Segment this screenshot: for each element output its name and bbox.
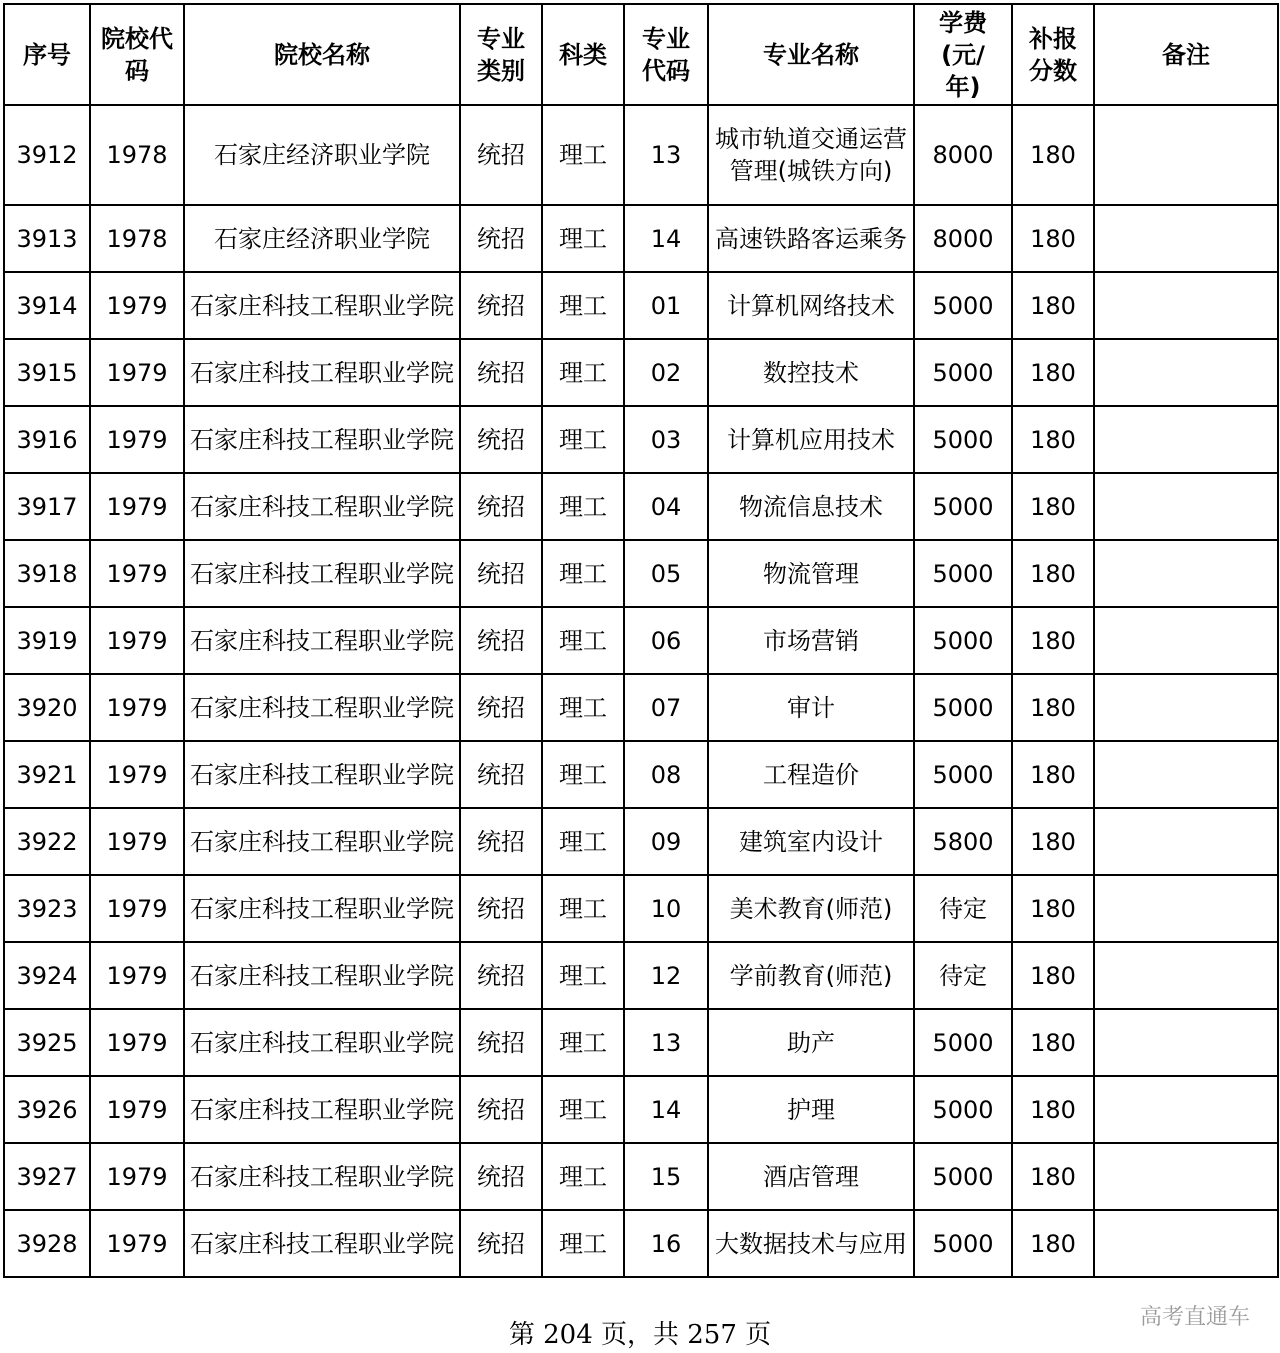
table-row — [4, 741, 1278, 808]
cell-category: 理工 — [542, 1143, 624, 1210]
header-remark: 备注 — [1094, 4, 1278, 105]
cell-major-type: 统招 — [460, 808, 542, 875]
cell-major-name: 酒店管理 — [708, 1143, 914, 1210]
header-row — [4, 4, 1278, 105]
cell-remark — [1094, 1210, 1278, 1277]
cell-school-code: 1979 — [90, 808, 184, 875]
cell-remark — [1094, 406, 1278, 473]
cell-major-code: 01 — [624, 272, 708, 339]
cell-major-code: 08 — [624, 741, 708, 808]
cell-major-type: 统招 — [460, 942, 542, 1009]
cell-score: 180 — [1012, 406, 1094, 473]
cell-major-name: 物流信息技术 — [708, 473, 914, 540]
cell-category: 理工 — [542, 205, 624, 272]
cell-school-code: 1979 — [90, 540, 184, 607]
cell-seq: 3918 — [4, 540, 90, 607]
cell-remark — [1094, 942, 1278, 1009]
cell-seq: 3917 — [4, 473, 90, 540]
cell-tuition: 5000 — [914, 339, 1012, 406]
cell-major-name: 护理 — [708, 1076, 914, 1143]
cell-category: 理工 — [542, 272, 624, 339]
cell-major-name: 市场营销 — [708, 607, 914, 674]
cell-major-type: 统招 — [460, 272, 542, 339]
watermark: 高考直通车 — [1139, 1305, 1250, 1330]
cell-score: 180 — [1012, 339, 1094, 406]
table-row — [4, 473, 1278, 540]
cell-major-code: 16 — [624, 1210, 708, 1277]
cell-major-code: 13 — [624, 105, 708, 205]
cell-seq: 3913 — [4, 205, 90, 272]
cell-school-code: 1979 — [90, 272, 184, 339]
cell-seq: 3916 — [4, 406, 90, 473]
cell-remark — [1094, 105, 1278, 205]
cell-score: 180 — [1012, 741, 1094, 808]
cell-major-code: 05 — [624, 540, 708, 607]
cell-major-code: 15 — [624, 1143, 708, 1210]
header-major-type: 专业 类别 — [460, 4, 542, 105]
table-row — [4, 205, 1278, 272]
cell-major-name: 工程造价 — [708, 741, 914, 808]
cell-school-code: 1979 — [90, 339, 184, 406]
cell-score: 180 — [1012, 540, 1094, 607]
table-row — [4, 105, 1278, 205]
cell-category: 理工 — [542, 473, 624, 540]
table-row — [4, 540, 1278, 607]
cell-tuition: 5000 — [914, 741, 1012, 808]
cell-category: 理工 — [542, 607, 624, 674]
cell-major-type: 统招 — [460, 875, 542, 942]
cell-seq: 3926 — [4, 1076, 90, 1143]
cell-school-code: 1979 — [90, 1076, 184, 1143]
cell-school-name: 石家庄科技工程职业学院 — [184, 1210, 460, 1277]
cell-remark — [1094, 473, 1278, 540]
cell-major-code: 07 — [624, 674, 708, 741]
cell-category: 理工 — [542, 875, 624, 942]
cell-category: 理工 — [542, 105, 624, 205]
cell-school-name: 石家庄科技工程职业学院 — [184, 406, 460, 473]
cell-school-name: 石家庄科技工程职业学院 — [184, 1143, 460, 1210]
cell-score: 180 — [1012, 1076, 1094, 1143]
cell-tuition: 待定 — [914, 875, 1012, 942]
cell-remark — [1094, 607, 1278, 674]
cell-school-name: 石家庄科技工程职业学院 — [184, 540, 460, 607]
table-row — [4, 674, 1278, 741]
cell-major-code: 06 — [624, 607, 708, 674]
cell-category: 理工 — [542, 1009, 624, 1076]
cell-remark — [1094, 339, 1278, 406]
cell-major-name: 高速铁路客运乘务 — [708, 205, 914, 272]
cell-remark — [1094, 674, 1278, 741]
cell-school-code: 1979 — [90, 406, 184, 473]
cell-major-code: 13 — [624, 1009, 708, 1076]
cell-score: 180 — [1012, 205, 1094, 272]
cell-school-code: 1978 — [90, 205, 184, 272]
cell-remark — [1094, 741, 1278, 808]
cell-seq: 3922 — [4, 808, 90, 875]
cell-seq: 3927 — [4, 1143, 90, 1210]
cell-score: 180 — [1012, 1210, 1094, 1277]
cell-seq: 3924 — [4, 942, 90, 1009]
cell-remark — [1094, 540, 1278, 607]
cell-school-name: 石家庄科技工程职业学院 — [184, 674, 460, 741]
cell-major-code: 14 — [624, 1076, 708, 1143]
cell-tuition: 5000 — [914, 1076, 1012, 1143]
table-row — [4, 1009, 1278, 1076]
cell-tuition: 5000 — [914, 473, 1012, 540]
header-school-code: 院校代 码 — [90, 4, 184, 105]
cell-category: 理工 — [542, 808, 624, 875]
cell-school-code: 1979 — [90, 1009, 184, 1076]
cell-seq: 3923 — [4, 875, 90, 942]
cell-remark — [1094, 1076, 1278, 1143]
table-row — [4, 1076, 1278, 1143]
cell-score: 180 — [1012, 272, 1094, 339]
cell-major-name: 数控技术 — [708, 339, 914, 406]
table-row — [4, 272, 1278, 339]
cell-school-name: 石家庄科技工程职业学院 — [184, 1009, 460, 1076]
cell-score: 180 — [1012, 1009, 1094, 1076]
cell-major-name: 城市轨道交通运营管理(城铁方向) — [708, 105, 914, 205]
cell-major-type: 统招 — [460, 1143, 542, 1210]
cell-seq: 3925 — [4, 1009, 90, 1076]
cell-major-type: 统招 — [460, 105, 542, 205]
cell-category: 理工 — [542, 741, 624, 808]
cell-major-type: 统招 — [460, 1210, 542, 1277]
header-score: 补报 分数 — [1012, 4, 1094, 105]
cell-seq: 3915 — [4, 339, 90, 406]
cell-school-name: 石家庄科技工程职业学院 — [184, 339, 460, 406]
header-seq: 序号 — [4, 4, 90, 105]
cell-remark — [1094, 808, 1278, 875]
cell-seq: 3928 — [4, 1210, 90, 1277]
cell-major-code: 14 — [624, 205, 708, 272]
cell-school-name: 石家庄经济职业学院 — [184, 205, 460, 272]
cell-school-name: 石家庄科技工程职业学院 — [184, 875, 460, 942]
cell-major-type: 统招 — [460, 607, 542, 674]
cell-score: 180 — [1012, 105, 1094, 205]
cell-school-code: 1979 — [90, 942, 184, 1009]
table-row — [4, 1143, 1278, 1210]
cell-major-type: 统招 — [460, 1009, 542, 1076]
cell-major-code: 03 — [624, 406, 708, 473]
cell-seq: 3919 — [4, 607, 90, 674]
cell-major-type: 统招 — [460, 1076, 542, 1143]
cell-major-code: 02 — [624, 339, 708, 406]
cell-major-name: 审计 — [708, 674, 914, 741]
table-row — [4, 339, 1278, 406]
cell-tuition: 5000 — [914, 1210, 1012, 1277]
cell-tuition: 待定 — [914, 942, 1012, 1009]
cell-score: 180 — [1012, 473, 1094, 540]
cell-remark — [1094, 1009, 1278, 1076]
cell-tuition: 5000 — [914, 607, 1012, 674]
cell-category: 理工 — [542, 1210, 624, 1277]
cell-school-code: 1979 — [90, 473, 184, 540]
cell-school-code: 1979 — [90, 741, 184, 808]
cell-tuition: 5000 — [914, 1009, 1012, 1076]
table-row — [4, 607, 1278, 674]
cell-seq: 3921 — [4, 741, 90, 808]
table-row — [4, 942, 1278, 1009]
cell-major-type: 统招 — [460, 205, 542, 272]
cell-major-type: 统招 — [460, 540, 542, 607]
cell-tuition: 5000 — [914, 406, 1012, 473]
cell-major-type: 统招 — [460, 741, 542, 808]
cell-school-name: 石家庄科技工程职业学院 — [184, 607, 460, 674]
cell-school-code: 1979 — [90, 607, 184, 674]
cell-remark — [1094, 1143, 1278, 1210]
cell-score: 180 — [1012, 607, 1094, 674]
cell-major-type: 统招 — [460, 406, 542, 473]
table-row — [4, 1210, 1278, 1277]
admission-table — [3, 3, 1279, 1278]
cell-major-name: 助产 — [708, 1009, 914, 1076]
cell-school-code: 1979 — [90, 674, 184, 741]
cell-major-code: 10 — [624, 875, 708, 942]
cell-score: 180 — [1012, 875, 1094, 942]
cell-school-name: 石家庄科技工程职业学院 — [184, 473, 460, 540]
cell-major-name: 计算机应用技术 — [708, 406, 914, 473]
table-row — [4, 406, 1278, 473]
cell-score: 180 — [1012, 674, 1094, 741]
cell-major-type: 统招 — [460, 674, 542, 741]
cell-school-name: 石家庄科技工程职业学院 — [184, 942, 460, 1009]
cell-major-name: 大数据技术与应用 — [708, 1210, 914, 1277]
cell-category: 理工 — [542, 942, 624, 1009]
cell-category: 理工 — [542, 1076, 624, 1143]
cell-school-code: 1979 — [90, 1143, 184, 1210]
cell-seq: 3912 — [4, 105, 90, 205]
header-category: 科类 — [542, 4, 624, 105]
header-major-name: 专业名称 — [708, 4, 914, 105]
cell-remark — [1094, 272, 1278, 339]
header-major-code: 专业 代码 — [624, 4, 708, 105]
cell-school-code: 1978 — [90, 105, 184, 205]
cell-seq: 3920 — [4, 674, 90, 741]
cell-major-name: 学前教育(师范) — [708, 942, 914, 1009]
cell-major-name: 物流管理 — [708, 540, 914, 607]
cell-category: 理工 — [542, 339, 624, 406]
cell-major-type: 统招 — [460, 473, 542, 540]
cell-school-code: 1979 — [90, 1210, 184, 1277]
cell-tuition: 5800 — [914, 808, 1012, 875]
cell-tuition: 8000 — [914, 105, 1012, 205]
cell-major-code: 04 — [624, 473, 708, 540]
cell-major-code: 09 — [624, 808, 708, 875]
cell-major-name: 计算机网络技术 — [708, 272, 914, 339]
cell-remark — [1094, 205, 1278, 272]
cell-tuition: 5000 — [914, 272, 1012, 339]
cell-category: 理工 — [542, 406, 624, 473]
table-row — [4, 875, 1278, 942]
cell-remark — [1094, 875, 1278, 942]
cell-school-name: 石家庄科技工程职业学院 — [184, 808, 460, 875]
table-row — [4, 808, 1278, 875]
header-school-name: 院校名称 — [184, 4, 460, 105]
cell-major-type: 统招 — [460, 339, 542, 406]
cell-seq: 3914 — [4, 272, 90, 339]
cell-tuition: 5000 — [914, 1143, 1012, 1210]
cell-school-name: 石家庄经济职业学院 — [184, 105, 460, 205]
cell-score: 180 — [1012, 942, 1094, 1009]
cell-major-name: 美术教育(师范) — [708, 875, 914, 942]
cell-major-code: 12 — [624, 942, 708, 1009]
cell-category: 理工 — [542, 674, 624, 741]
cell-school-name: 石家庄科技工程职业学院 — [184, 272, 460, 339]
cell-school-code: 1979 — [90, 875, 184, 942]
cell-major-name: 建筑室内设计 — [708, 808, 914, 875]
cell-category: 理工 — [542, 540, 624, 607]
cell-school-name: 石家庄科技工程职业学院 — [184, 741, 460, 808]
cell-tuition: 5000 — [914, 674, 1012, 741]
cell-school-name: 石家庄科技工程职业学院 — [184, 1076, 460, 1143]
cell-tuition: 8000 — [914, 205, 1012, 272]
cell-score: 180 — [1012, 1143, 1094, 1210]
cell-tuition: 5000 — [914, 540, 1012, 607]
header-tuition: 学费 (元/ 年) — [914, 4, 1012, 105]
cell-score: 180 — [1012, 808, 1094, 875]
page-footer: 第 204 页，共 257 页 — [508, 1320, 772, 1350]
